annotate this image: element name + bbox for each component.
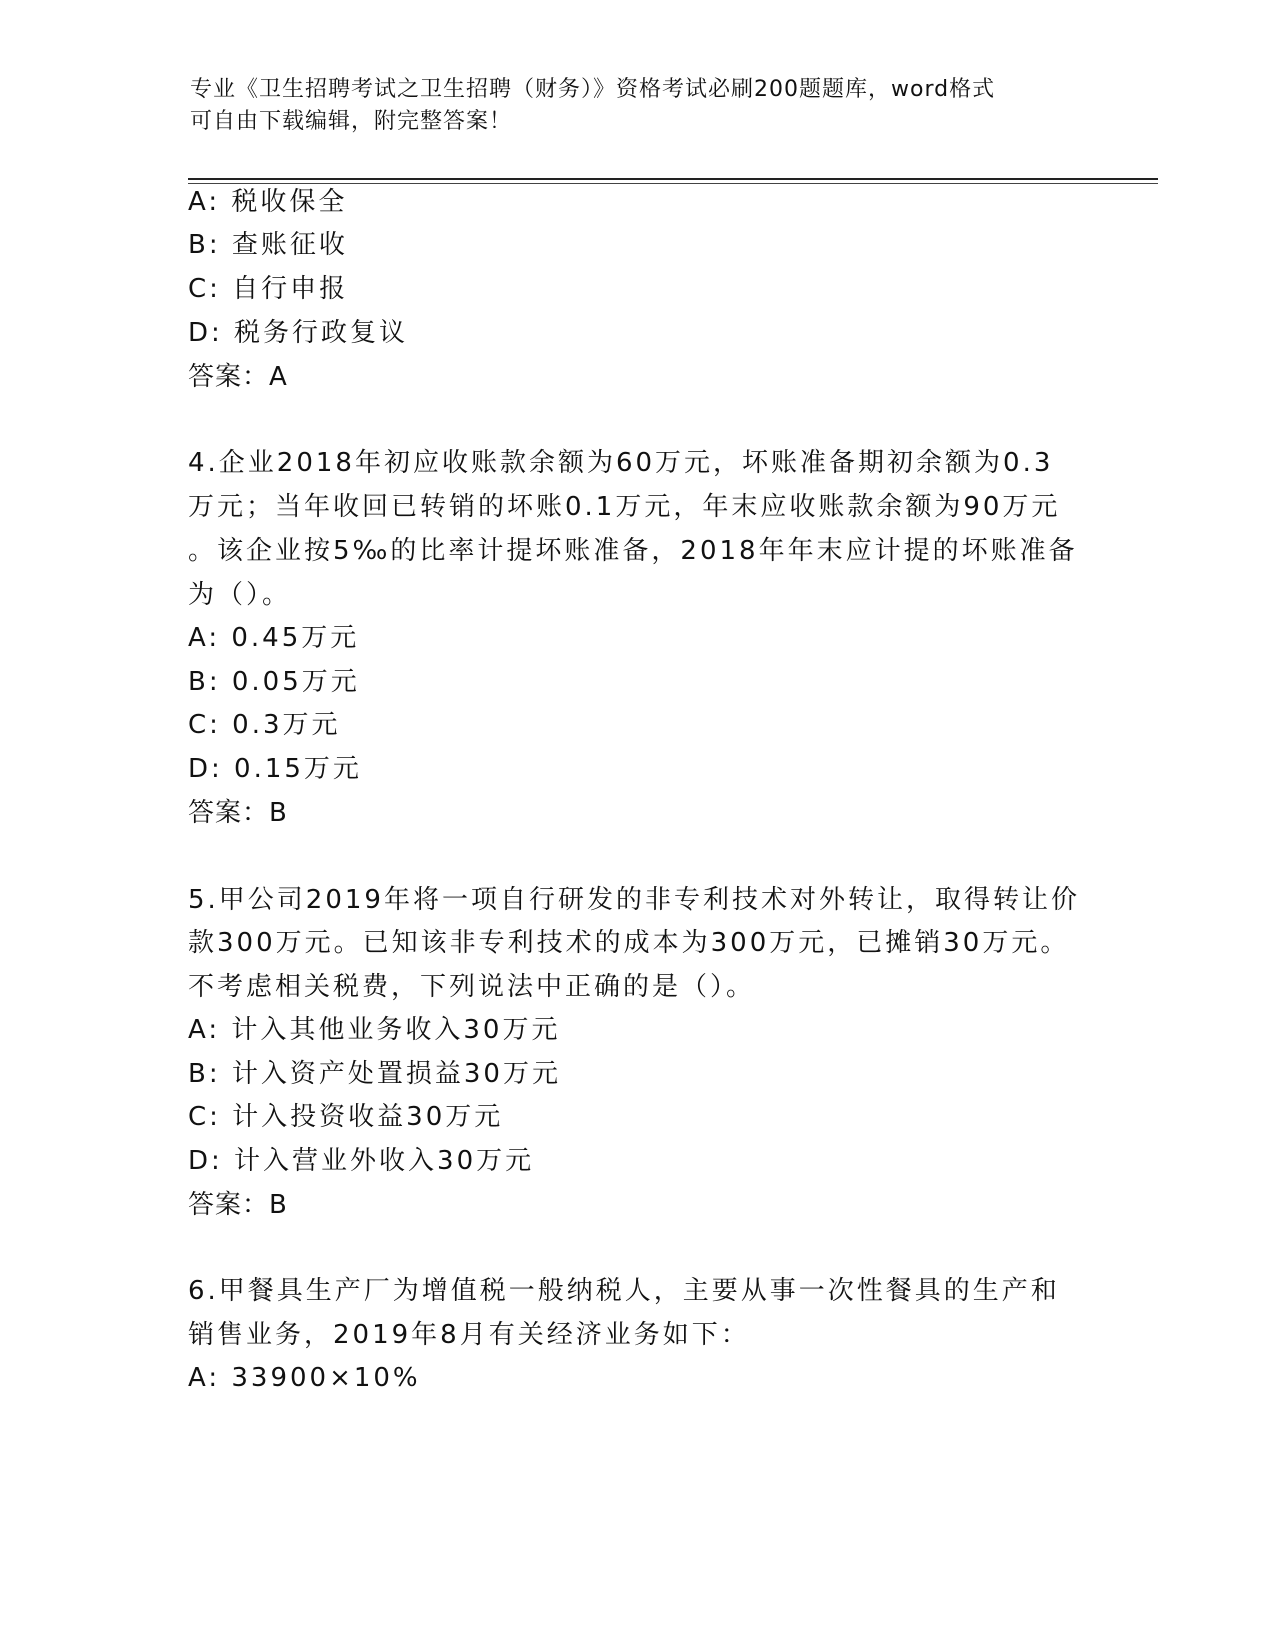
header-line-2: 可自由下载编辑，附完整答案！	[190, 109, 513, 134]
q3-answer: 答案：A	[188, 362, 288, 392]
q4-option-a: A: 0.45万元	[188, 623, 360, 653]
q5-answer: 答案：B	[188, 1190, 288, 1220]
q4-question-line-1: 4.企业2018年初应收账款余额为60万元，坏账准备期初余额为0.3	[188, 448, 1054, 478]
q5-option-b: B: 计入资产处置损益30万元	[188, 1059, 561, 1089]
q5-question-line-3: 不考虑相关税费，下列说法中正确的是（）。	[188, 972, 756, 1002]
q5-question-line-2: 款300万元。已知该非专利技术的成本为300万元，已摊销30万元。	[188, 928, 1070, 958]
q5-option-d: D: 计入营业外收入30万元	[188, 1146, 535, 1176]
q4-option-d: D: 0.15万元	[188, 754, 362, 784]
q3-option-d: D: 税务行政复议	[188, 318, 409, 348]
header-divider	[188, 178, 1158, 180]
q4-question-line-3: 。该企业按5‰的比率计提坏账准备，2018年年末应计提的坏账准备	[188, 536, 1078, 566]
q6-question-line-2: 销售业务，2019年8月有关经济业务如下：	[188, 1320, 750, 1350]
q4-answer: 答案：B	[188, 798, 288, 828]
q4-question-line-2: 万元；当年收回已转销的坏账0.1万元，年末应收账款余额为90万元	[188, 492, 1061, 522]
q3-option-c: C: 自行申报	[188, 274, 349, 304]
q3-option-b: B: 查账征收	[188, 230, 348, 260]
header-divider-thin	[188, 183, 1158, 184]
header-line-1: 专业《卫生招聘考试之卫生招聘（财务）》资格考试必刷200题题库，word格式	[190, 77, 996, 102]
q6-option-a: A: 33900×10%	[188, 1363, 421, 1393]
q5-question-line-1: 5.甲公司2019年将一项自行研发的非专利技术对外转让，取得转让价	[188, 885, 1080, 915]
q5-option-a: A: 计入其他业务收入30万元	[188, 1015, 561, 1045]
q6-question-line-1: 6.甲餐具生产厂为增值税一般纳税人，主要从事一次性餐具的生产和	[188, 1276, 1060, 1306]
q4-option-b: B: 0.05万元	[188, 667, 360, 697]
q5-option-c: C: 计入投资收益30万元	[188, 1102, 504, 1132]
q4-question-line-4: 为（）。	[188, 580, 292, 610]
q3-option-a: A: 税收保全	[188, 187, 348, 217]
document-header	[190, 74, 1070, 138]
q4-option-c: C: 0.3万元	[188, 710, 341, 740]
